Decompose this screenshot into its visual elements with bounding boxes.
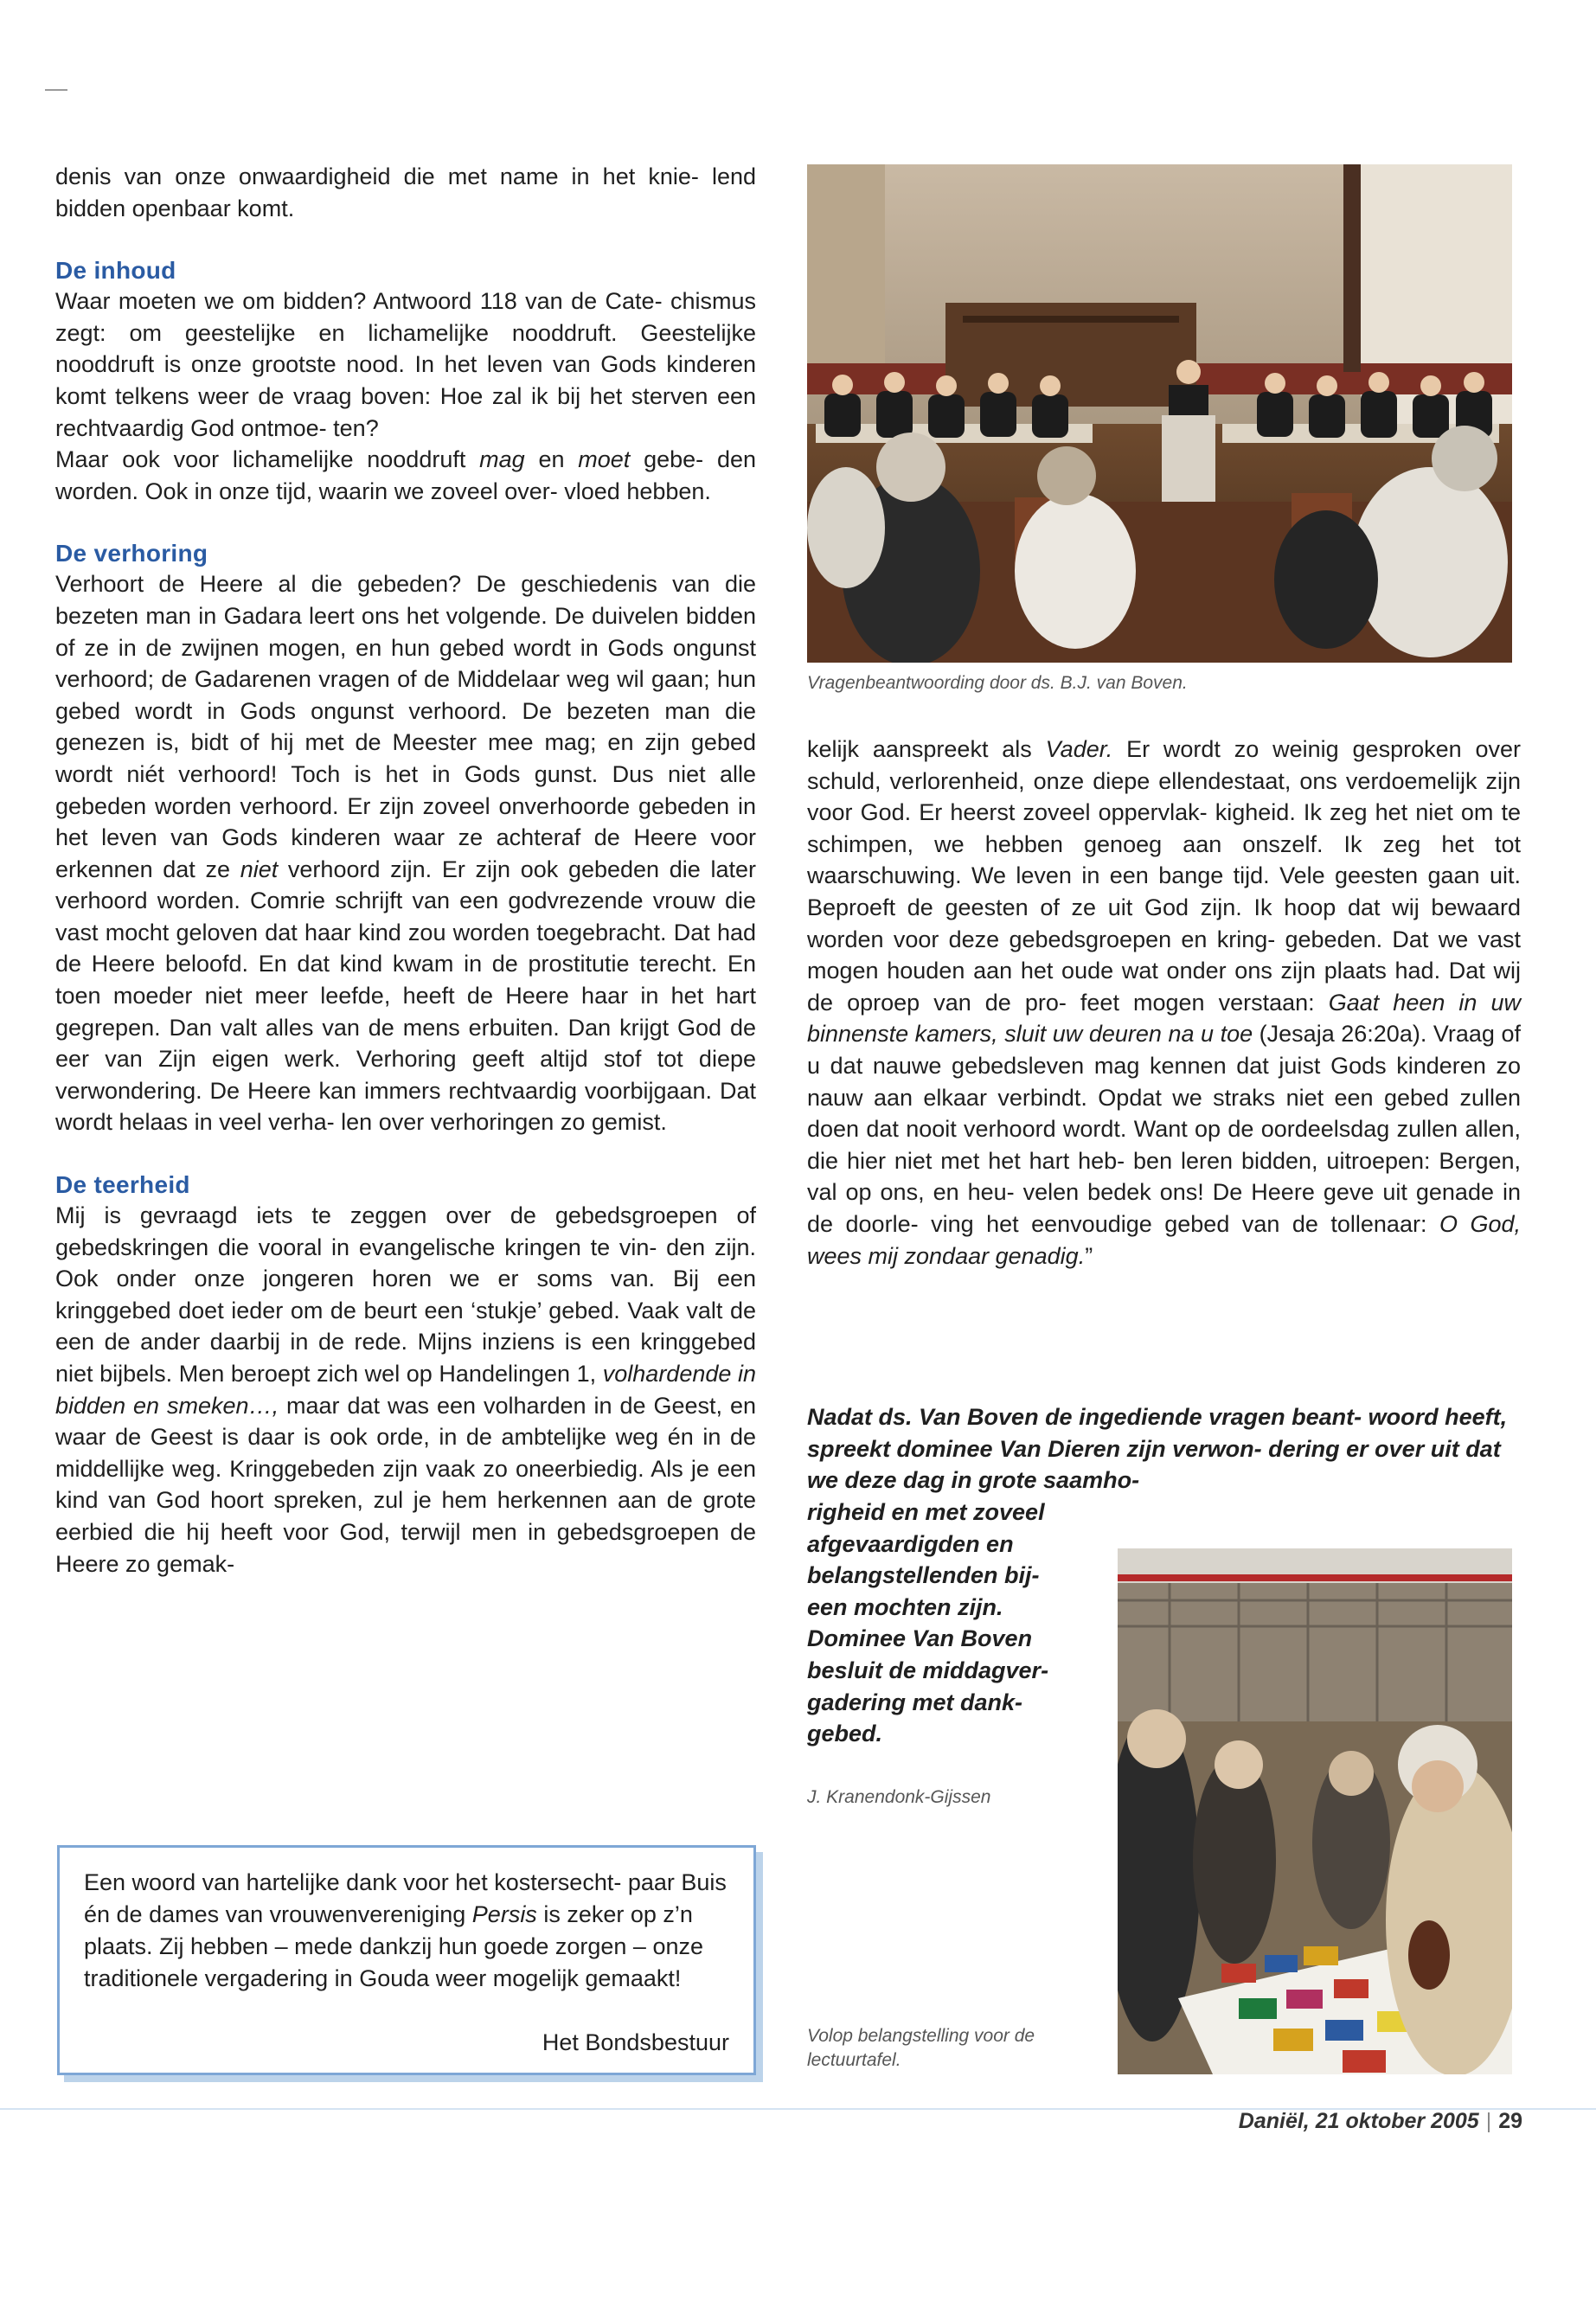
author-signature: J. Kranendonk-Gijssen (807, 1787, 991, 1807)
photo-meeting (807, 164, 1512, 663)
heading-inhoud: De inhoud (55, 257, 176, 285)
heading-verhoring: De verhoring (55, 540, 208, 567)
right-column (807, 734, 1521, 1272)
thank-you-box (57, 1845, 756, 2075)
left-column (55, 161, 756, 1580)
inhoud-paragraph-2: Maar ook voor lichamelijke nooddruft mag en moet gebe- den worden. Ook in onze tijd, waarin we zoveel over- vloed hebben. (55, 446, 756, 504)
right-paragraph: kelijk aanspreekt als Vader. Er wordt zo weinig gesproken over schuld, verlorenheid, onze diepe ellendestaat, ons verdoemelijk zijn voor God. Er heerst zoveel oppervlak- kigheid. Ik zeg het niet om te schimpen, we hebben genoeg aan onszelf. Ik zeg het tot waarschuwing. We leven in een bange tijd. Vele geesten gaan uit. Beproeft de geesten of ze uit God zijn. Ik hoop dat wij bewaard worden voor deze gebedsgroepen en kring- gebeden. Dat we vast mogen houden aan het oude wat onder ons zijn plaats had. Dat wij de oproep van de pro- feet mogen verstaan: Gaat heen in uw binnenste kamers, sluit uw deuren na u toe (Jesaja 26:20a). Vraag of u dat nauwe gebedsleven mag kennen dat juist Gods kinderen zo nauw aan elkaar verbindt. Opdat we straks niet een gebed zullen doen dat nooit verhoord wordt. Want op de oordeelsdag zullen allen, die hier niet met het hart heb- ben leren bidden, uitroepen: Bergen, val op ons, en heu- velen bedek ons! De Heere geve uit genade in de doorle- ving het eenvoudige gebed van de tollenaar: O God, wees mij zondaar genadig.” (807, 736, 1522, 1269)
photo-book-table-caption: Volop belangstelling voor de lectuurtafel. (807, 2026, 1035, 2070)
page-number: 29 (1498, 2109, 1522, 2133)
inhoud-paragraph-1: Waar moeten we om bidden? Antwoord 118 van de Cate- chismus zegt: om geestelijke en lichamelijke nooddruft. Geestelijke nooddruft is onze grootste nood. In het leven van Gods kinderen komt telkens weer de vraag boven: Hoe zal ik bij het sterven een rechtvaardig God ontmoe- ten? (55, 288, 756, 441)
closing-lead-narrow: righeid en met zoveel afgevaardigden en belangstellenden bij- een mochten zijn. Dominee Van Boven besluit de middagver- gadering met dank- gebed. (807, 1499, 1049, 1747)
page-footer: Daniël, 21 oktober 2005 | 29 (1238, 2109, 1522, 2133)
teerheid-paragraph: Mij is gevraagd iets te zeggen over de gebedsgroepen of gebedskringen die vooral in evangelische kringen te vin- den zijn. Ook onder onze jongeren horen we er soms van. Bij een kringgebed doet ieder om de beurt een ‘stukje’ gebed. Vaak valt de een de ander daarbij in de rede. Mijns inziens is een kringgebed niet bijbels. Men beroept zich wel op Handelingen 1, volhardende in bidden en smeken…, maar dat was een volharden in de Geest, en waar de Geest is daar is ook orde, in de ambtelijke weg én in de middellijke weg. Kringgebeden zijn vaak zo oneerbiedig. Als je een kind van God hoort spreken, zul je hem herkennen aan de grote eerbied die hij heeft voor God, terwijl men in gebedsgroepen de Heere zo gemak- (55, 1202, 757, 1577)
closing-lead-wide: Nadat ds. Van Boven de ingediende vragen beant- woord heeft, spreekt dominee Van Dieren zijn verwon- dering er over uit dat we deze dag in grote saamho- (807, 1404, 1508, 1494)
thank-you-text: Een woord van hartelijke dank voor het kostersecht- paar Buis én de dames van vrouwenvereniging Persis is zeker op z’n plaats. Zij hebben – mede dankzij hun goede zorgen – onze traditionele vergadering in Gouda weer mogelijk gemaakt! (84, 1869, 727, 1991)
corner-mark (45, 89, 67, 91)
publication-date: Daniël, 21 oktober 2005 (1238, 2109, 1479, 2133)
heading-teerheid: De teerheid (55, 1171, 190, 1199)
photo-meeting-caption: Vragenbeantwoording door ds. B.J. van Boven. (807, 673, 1188, 693)
photo-book-table (1118, 1548, 1512, 2074)
thank-you-signature: Het Bondsbestuur (542, 2029, 729, 2055)
verhoring-paragraph: Verhoort de Heere al die gebeden? De geschiedenis van die bezeten man in Gadara leert ons het volgende. De duivelen bidden of ze in de zwijnen mogen, en hun gebed wordt in Gods ongunst verhoord; de Gadarenen vragen of de Middelaar weg wil gaan; hun gebed wordt in Gods ongunst verhoord. De bezeten man die genezen is, bidt of hij met de Meester mee mag; en zijn gebed wordt niét verhoord! Toch is het in Gods gunst. Dus niet alle gebeden worden verhoord. Er zijn zoveel onverhoorde gebeden in het leven van Gods kinderen waar ze achteraf de Heere voor erkennen dat ze niet verhoord zijn. Er zijn ook gebeden die later verhoord worden. Comrie schrijft van een godvrezende vrouw die vast mocht geloven dat haar kind zou worden toegebracht. Dat had de Heere beloofd. En dat kind kwam in de prostitutie terecht. En toen moeder niet meer leefde, heeft de Heere haar in het hart gegrepen. Dan valt alles van de mens erbuiten. Dan krijgt God de eer van Zijn eigen werk. Verhoring geeft altijd stof tot diepe verwondering. De Heere kan immers rechtvaardig voorbijgaan. Dat wordt helaas in veel verha- len over verhoringen zo gemist. (55, 571, 756, 1136)
intro-paragraph: denis van onze onwaardigheid die met name in het knie- lend bidden openbaar komt. (55, 163, 756, 221)
